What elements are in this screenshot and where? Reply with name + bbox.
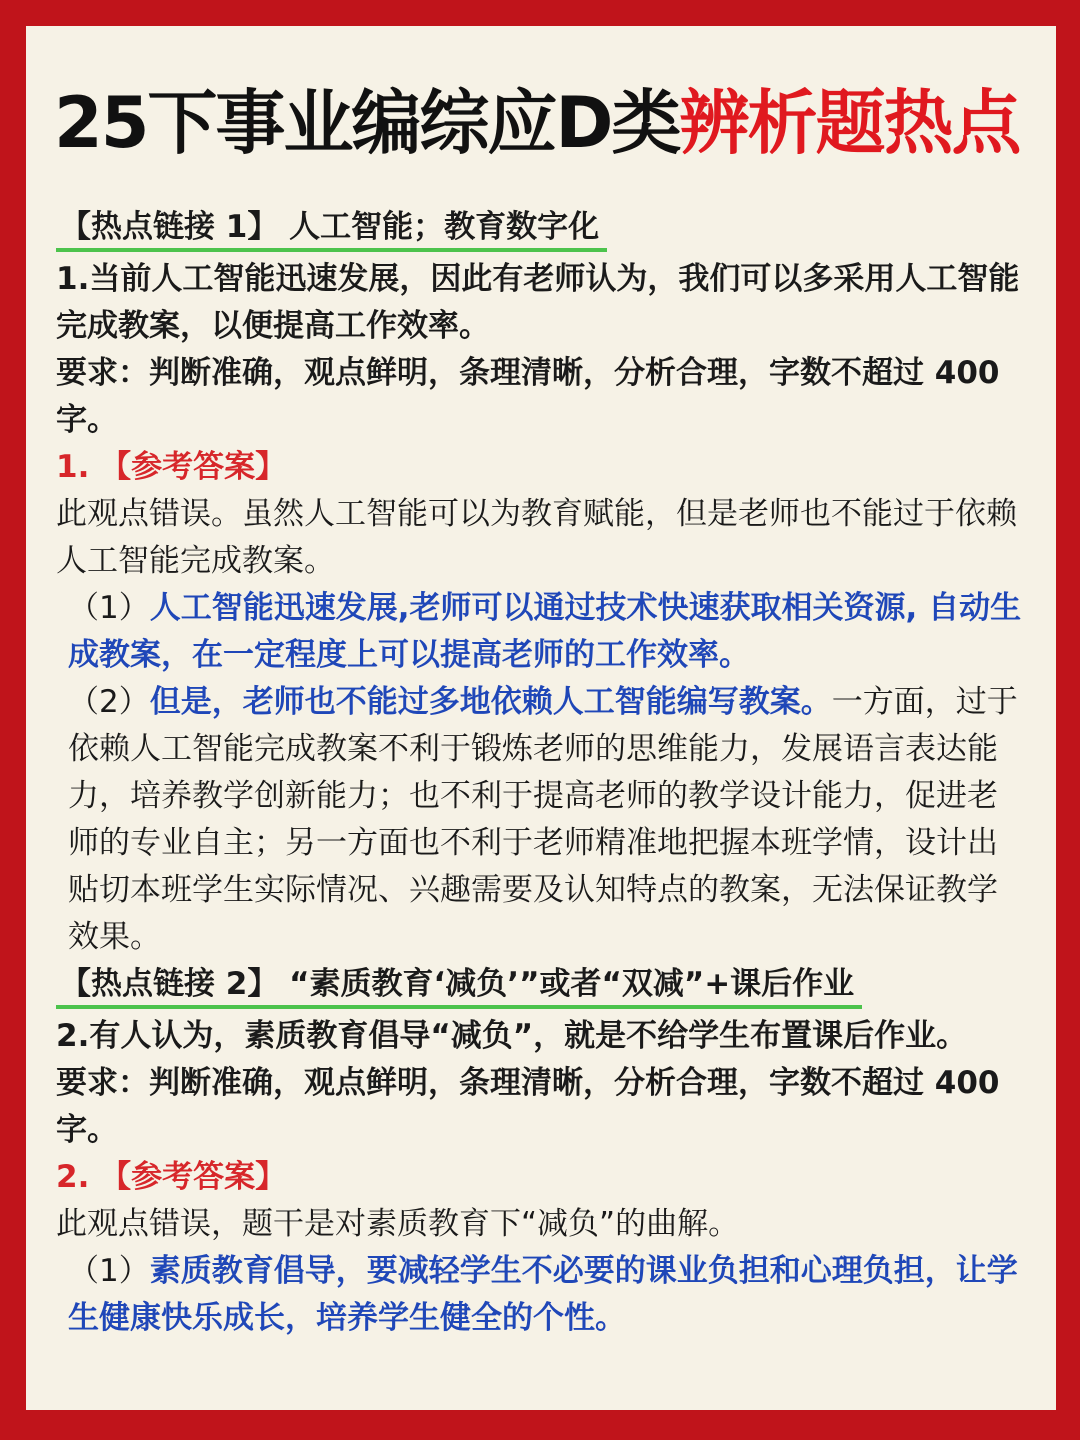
point-emphasis: 但是，老师也不能过多地依赖人工智能编写教案。: [149, 684, 832, 720]
answer-point-1-1: [56, 585, 1028, 679]
answer-label-2: 2. 【参考答案】: [56, 1159, 287, 1195]
point-number: （1）: [68, 1253, 150, 1289]
point-body: 一方面，过于依赖人工智能完成教案不利于锻炼老师的思维能力，发展语言表达能力，培养教学创新能力；也不利于提高老师的教学设计能力，促进老师的专业自主；另一方面也不利于老师精准地把握本班学情，设计出贴切本班学生实际情况、兴趣需要及认知特点的教案，无法保证教学效果。: [68, 684, 1018, 955]
answer-label-1: 1. 【参考答案】: [56, 449, 287, 485]
title-main: 25下事业编综应D类: [54, 82, 680, 164]
article-body: [56, 204, 1028, 1342]
question-1: 1.当前人工智能迅速发展，因此有老师认为，我们可以多采用人工智能完成教案，以便提高工作效率。: [56, 261, 1020, 344]
page-title: [54, 78, 1034, 168]
point-number: （2）: [68, 684, 150, 720]
answer-intro-1: 此观点错误。虽然人工智能可以为教育赋能，但是老师也不能过于依赖人工智能完成教案。: [56, 496, 1017, 579]
title-accent: 辨析题热点: [679, 82, 1020, 164]
answer-point-1-2: [56, 679, 1028, 961]
hotlink-heading-1: 【热点链接 1】 人工智能；教育数字化: [56, 206, 607, 252]
point-emphasis: 素质教育倡导，要减轻学生不必要的课业负担和心理负担，让学生健康快乐成长，培养学生健全的个性。: [68, 1253, 1018, 1336]
content-card: [26, 26, 1056, 1410]
question-2: 2.有人认为，素质教育倡导“减负”，就是不给学生布置课后作业。: [56, 1018, 968, 1054]
point-number: （1）: [68, 590, 150, 626]
answer-intro-2: 此观点错误，题干是对素质教育下“减负”的曲解。: [56, 1206, 740, 1242]
answer-point-2-1: [56, 1248, 1028, 1342]
requirement-2: 要求：判断准确，观点鲜明，条理清晰，分析合理，字数不超过 400 字。: [56, 1065, 1000, 1148]
hotlink-heading-2: 【热点链接 2】 “素质教育‘减负’”或者“双减”+课后作业: [56, 963, 862, 1009]
requirement-1: 要求：判断准确，观点鲜明，条理清晰，分析合理，字数不超过 400 字。: [56, 355, 1000, 438]
point-emphasis: 人工智能迅速发展,老师可以通过技术快速获取相关资源, 自动生成教案，在一定程度上可以提高老师的工作效率。: [68, 590, 1022, 673]
